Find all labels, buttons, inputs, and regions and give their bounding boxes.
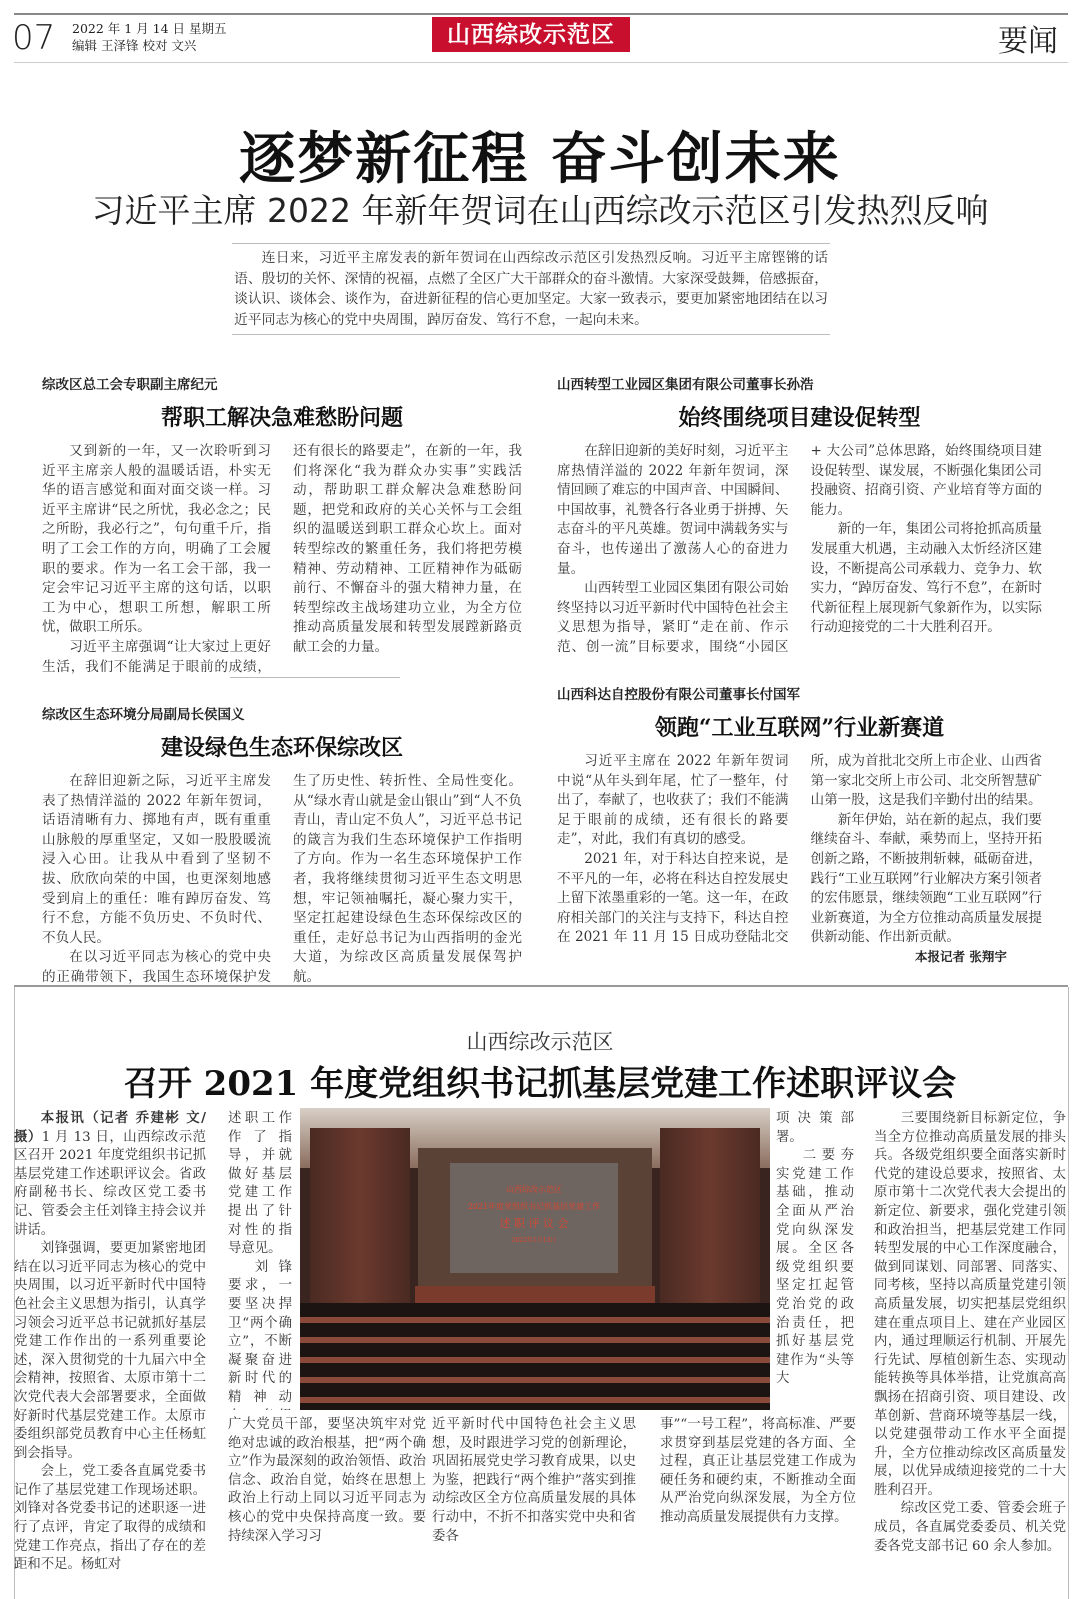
paragraph: 广大党员干部，要坚决筑牢对党绝对忠诚的政治根基，把“两个确立”作为最深刻的政治领悟、政治信念、政治自觉，始终在思想上政治上行动上同以习近平同志为核心的党中央保持高度一致。要持续深入学习习 xyxy=(228,1417,426,1544)
reporter-credit: 本报记者 张翔宇 xyxy=(915,949,1007,964)
section-divider xyxy=(14,985,1068,987)
lead-intro: 连日来，习近平主席发表的新年贺词在山西综改示范区引发热烈反响。习近平主席铿锵的话语、殷切的关怀、深情的祝福，点燃了全区广大干部群众的奋斗激情。大家深受鼓舞，倍感振奋，谈认识、谈体会、谈作为，奋进新征程的信心更加坚定。大家一致表示，要更加紧密地团结在以习近平同志为核心的党中央周围，踔厉奋发、笃行不怠，一起向未来。 xyxy=(232,243,830,335)
dateline: 本报讯（记者 乔建彬 文/摄） xyxy=(14,1111,206,1145)
story-column-5 xyxy=(874,1110,1066,1596)
story-column-3 xyxy=(432,1416,636,1596)
paragraph: 习近平主席在 2022 年新年贺词中说“从年头到年尾，忙了一整年，付出了，奉献了，也收获了；我们不能满足于眼前的成绩，还有很长的路要走”，对此，我们有真切的感受。 xyxy=(557,753,789,848)
article-title: 建设绿色生态环保综改区 xyxy=(160,735,403,761)
paragraph: 新的一年，集团公司将抢抓高质量发展重大机遇，主动融入太忻经济区建设，不断提高公司承载力、竞争力、软实力，“踔厉奋发、笃行不怠”，在新时代新征程上展现新气象新作为，以实际行动迎接党的二十大胜利召开。 xyxy=(810,521,1042,636)
section-name: 要闻 xyxy=(998,24,1058,59)
lead-headline: 逐梦新征程 奋斗创未来 xyxy=(239,126,841,192)
top-rule xyxy=(14,13,1068,15)
screen-text: 2021年度党组织书记抓基层党建工作 xyxy=(467,1202,601,1211)
article-byline: 山西科达自控股份有限公司董事长付国军 xyxy=(557,687,800,703)
article-title: 帮职工解决急难愁盼问题 xyxy=(160,405,403,431)
paragraph: 会上，党工委各直属党委书记作了基层党建工作现场述职。刘锋对各党委书记的述职逐一进行了点评，肯定了取得的成绩和党建工作亮点，指出了存在的差距和不足。杨虹对 xyxy=(14,1464,206,1573)
paragraph: 三要围绕新目标新定位，争当全方位推动高质量发展的排头兵。各级党组织要全面落实新时代党的建设总要求，按照省、太原市第十二次党代表大会提出的新定位、新要求，强化党建引领和政治担当，把基层党建工作同转型发展的中心工作深度融合，做到同谋划、同部署、同落实、同考核，坚持以高质量党建引领高质量发展，切实把基层党组织建在重点项目上、建在产业园区内，通过理顺运行机制、开展先行先试、厚植创新生态、实现动能转换等具体举措，让党旗高高飘扬在招商引资、项目建设、改革创新、营商环境等基层一线，以党建强带动工作水平全面提升，全方位推动综改区高质量发展，以优异成绩迎接党的二十大胜利召开。 xyxy=(874,1111,1066,1498)
header-rule xyxy=(14,62,1068,63)
issue-date: 2022 年 1 月 14 日 星期五 xyxy=(72,21,227,36)
paragraph: 在辞旧迎新的美好时刻，习近平主席热情洋溢的 2022 年新年贺词，深情回顾了难忘的中国声音、中国瞬间、中国故事，礼赞各行各业勇于拼搏、矢志奋斗的平凡英雄。贺词中满载务实与奋斗，也传递出了激荡人心的奋进力量。 xyxy=(557,443,789,577)
story-column-1 xyxy=(14,1110,206,1596)
article-title: 领跑“工业互联网”行业新赛道 xyxy=(654,715,945,741)
paragraph: 二要夯实党建工作基础，推动全面从严治党向纵深发展。全区各级党组织要坚定扛起管党治党的政治责任，把抓好基层党建作为“头等大 xyxy=(776,1148,854,1387)
story-headline: 召开 2021 年度党组织书记抓基层党建工作述职评议会 xyxy=(123,1064,957,1104)
paragraph: 又到新的一年，又一次聆听到习近平主席亲人般的温暖话语，朴实无华的语言感觉和面对面交谈一样。习近平主席讲“民之所忧，我必念之；民之所盼，我必行之”，句句重千斤，指明了工会工作的方向，明确了工会履职的要求。作为一名工会干部，我一定会牢记习近平主席的这句话，以职工为中心，想职工所想，解职工所忧，做职工所乐。 xyxy=(42,443,271,636)
page-number: 07 xyxy=(12,18,56,58)
article-2 xyxy=(557,373,1042,658)
article-byline: 综改区生态环境分局副局长侯国义 xyxy=(42,707,245,723)
paragraph: 新年伊始，站在新的起点，我们要继续奋斗、奉献，乘势而上，坚持开拓创新之路，不断披荆斩棘，砥砺奋进，践行“工业互联网”行业解决方案引领者的宏伟愿景，继续领跑“工业互联网”行业新赛道，为全方位推动高质量发展提供新动能、作出新贡献。 xyxy=(810,811,1042,946)
paragraph: 刘锋强调，要更加紧密地团结在以习近平同志为核心的党中央周围，以习近平新时代中国特色社会主义思想为指引，认真学习领会习近平总书记就抓好基层党建工作作出的一系列重要论述，深入贯彻党的十九届六中全会精神，按照省、太原市第十二次党代表大会部署要求，全面做好新时代基层党建工作。太原市委组织部党员教育中心主任杨虹到会指导。 xyxy=(14,1241,206,1461)
paragraph: 1 月 13 日，山西综改示范区召开 2021 年度党组织书记抓基层党建工作述职评议会。省政府副秘书长、综改区党工委书记、管委会主任刘锋主持会议并讲话。 xyxy=(14,1129,206,1238)
paragraph: 2021 年，对于科达自控来说，是不平凡的一年，必将在科达自控发展史上留下浓墨重彩的一笔。这一年，在政府相关部门的关注与支持下，科达自控在 2021 年 11 月 15 日成功登陆北交所，成为首批北交所上市企业、山西省第一家北交所上市公司、北交所智慧矿山第一股，这是我们辛勤付出的结果。 xyxy=(557,753,1042,946)
story-column-4-top xyxy=(776,1110,854,1410)
paragraph: 综改区党工委、管委会班子成员，各直属党委委员、机关党委各党支部书记 60 余人参加。 xyxy=(874,1501,1066,1554)
paragraph: 项决策部署。 xyxy=(776,1111,854,1145)
stage-screen xyxy=(450,1163,618,1273)
screen-text: 2022年1月13日 xyxy=(511,1237,557,1244)
article-body xyxy=(42,442,522,677)
screen-text: 述 职 评 议 会 xyxy=(499,1217,569,1230)
paragraph: 近平新时代中国特色社会主义思想，及时跟进学习党的创新理论，巩固拓展党史学习教育成果，以史为鉴，把践行“两个维护”落实到推动综改区全方位高质量发展的具体行动中，不折不扣落实党中央和省委各 xyxy=(432,1417,636,1544)
meeting-hall-photo xyxy=(300,1108,770,1410)
editors: 编辑 王泽锋 校对 文兴 xyxy=(72,38,197,53)
article-byline: 综改区总工会专职副主席纪元 xyxy=(42,377,218,393)
paragraph: 事”“一号工程”，将高标准、严要求贯穿到基层党建的各方面、全过程，真正让基层党建工作成为硬任务和硬约束，不断推动全面从严治党向纵深发展，为全方位推动高质量发展提供有力支撑。 xyxy=(660,1417,856,1525)
divider xyxy=(230,677,400,678)
story-column-2-top xyxy=(228,1110,292,1410)
story-column-4-bottom xyxy=(660,1416,856,1596)
article-body xyxy=(557,752,1042,948)
paragraph: 述职工作作了指导，并就做好基层党建工作提出了针对性的指导意见。 xyxy=(228,1111,292,1257)
lead-subheadline: 习近平主席 2022 年新年贺词在山西综改示范区引发热烈反响 xyxy=(91,191,989,230)
article-4 xyxy=(557,683,1042,948)
story-column-2-bottom xyxy=(228,1416,426,1596)
article-1 xyxy=(42,373,522,677)
paragraph: 刘锋要求，一要坚决捍卫“两个确立”，不断凝聚奋进新时代的精神动 xyxy=(228,1259,292,1405)
story-kicker: 山西综改示范区 xyxy=(466,1030,614,1054)
paragraph: 在辞旧迎新之际，习近平主席发表了热情洋溢的 2022 年新年贺词，话语清晰有力、掷地有声，既有重重山脉般的厚重坚定，又如一股股暖流浸入心田。让我从中看到了坚韧不拔、欣欣向荣的中国，也更深刻地感受到肩上的重任：唯有踔厉奋发、笃行不怠，方能不负历史、不负时代、不负人民。 xyxy=(42,773,271,946)
article-title: 始终围绕项目建设促转型 xyxy=(678,405,921,431)
paragraph: 习近平主席强调“让大家过上更好生活，我们不能满足于眼前的成绩，还有很长的路要走”，在新的一年，我们将深化“我为群众办实事”实践活动，帮助职工群众解决急难愁盼问题，把党和政府的关心关怀与工会组织的温暖送到职工群众心坎上。面对转型综改的繁重任务，我们将把劳模精神、劳动精神、工匠精神作为砥砺前行、不懈奋斗的强大精神力量，在转型综改主战场建功立业，为全方位推动高质量发展和转型发展蹚新路贡献工会的力量。 xyxy=(42,443,522,675)
issue-meta xyxy=(72,20,227,54)
article-body xyxy=(42,772,522,988)
paragraph: 山西转型工业园区集团有限公司始终坚持以习近平新时代中国特色社会主义思想为指导，紧盯“走在前、作示范、创一流”目标要求，围绕“小园区 + 大公司”总体思路，始终围绕项目建设促转型、谋发展，不断强化集团公司投融资、招商引资、产业培育等方面的能力。 xyxy=(557,443,1042,655)
paragraph: 在以习近平同志为核心的党中央的正确带领下，我国生态环境保护发生了历史性、转折性、全局性变化。从“绿水青山就是金山银山”到“人不负青山，青山定不负人”，习近平总书记的箴言为我们生态环境保护工作指明了方向。作为一名生态环境保护工作者，我将继续贯彻习近平生态文明思想，牢记领袖嘱托，凝心聚力实干，坚定扛起建设绿色生态环保综改区的重任，走好总书记为山西指明的金光大道，为综改区高质量发展保驾护航。 xyxy=(42,773,522,985)
edition-banner: 山西综改示范区 xyxy=(432,17,630,52)
article-byline: 山西转型工业园区集团有限公司董事长孙浩 xyxy=(557,377,814,393)
article-3 xyxy=(42,703,522,988)
article-body xyxy=(557,442,1042,658)
screen-text: 山西综改示范区 xyxy=(506,1185,562,1194)
